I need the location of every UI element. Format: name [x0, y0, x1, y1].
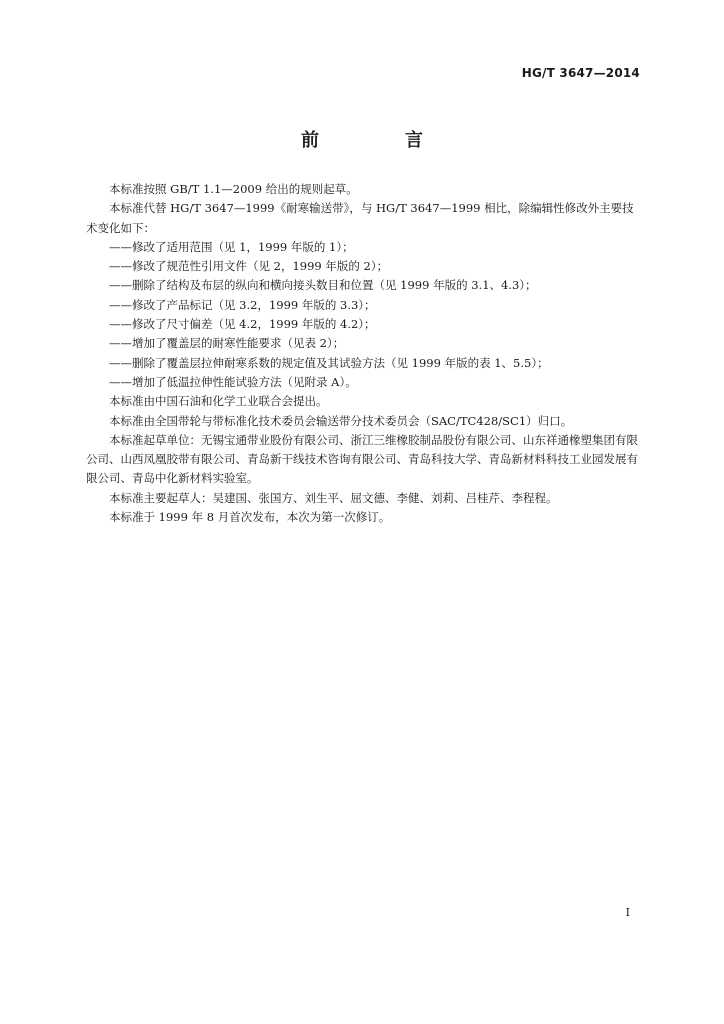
page-title: 前 言	[301, 130, 457, 151]
paragraph-replacement: 本标准代替 HG/T 3647—1999《耐寒输送带》，与 HG/T 3647—1999 相比，除编辑性修改外主要技术变化如下：	[86, 201, 634, 235]
paragraph-responsible-committee: 本标准由全国带轮与带标准化技术委员会输送带分技术委员会（SAC/TC428/SC1）归口。	[109, 413, 573, 428]
paragraph-drafters: 本标准主要起草人：吴建国、张国方、刘生平、屈文德、李健、刘莉、吕桂芹、李程程。	[109, 490, 558, 505]
change-item: ——删除了结构及布层的纵向和横向接头数目和位置（见 1999 年版的 3.1、4.3）；	[109, 278, 537, 293]
page-number: I	[625, 906, 630, 919]
foreword-body	[86, 180, 640, 527]
change-item: ——修改了产品标记（见 3.2，1999 年版的 3.3）；	[109, 297, 376, 312]
change-item: ——增加了低温拉伸性能试验方法（见附录 A）。	[109, 374, 357, 389]
change-item: ——修改了规范性引用文件（见 2，1999 年版的 2）；	[109, 259, 389, 274]
change-item: ——增加了覆盖层的耐寒性能要求（见表 2）；	[109, 336, 345, 351]
change-item: ——修改了尺寸偏差（见 4.2，1999 年版的 4.2）；	[109, 317, 376, 332]
paragraph-publication-history: 本标准于 1999 年 8 月首次发布，本次为第一次修订。	[109, 510, 391, 525]
change-item: ——修改了适用范围（见 1，1999 年版的 1）；	[109, 239, 354, 254]
standard-code: HG/T 3647—2014	[521, 66, 640, 80]
paragraph-drafting-rules: 本标准按照 GB/T 1.1—2009 给出的规则起草。	[109, 182, 358, 196]
paragraph-drafting-units: 本标准起草单位：无锡宝通带业股份有限公司、浙江三维橡胶制品股份有限公司、山东祥通橡塑集团有限公司、山西凤凰胶带有限公司、青岛新干线技术咨询有限公司、青岛科技大学、青岛新材料科技工业园发展有限公司、青岛中化新材料实验室。	[86, 432, 638, 486]
paragraph-proposer: 本标准由中国石油和化学工业联合会提出。	[109, 394, 328, 409]
change-item: ——删除了覆盖层拉伸耐寒系数的规定值及其试验方法（见 1999 年版的表 1、5.5）；	[109, 355, 549, 370]
